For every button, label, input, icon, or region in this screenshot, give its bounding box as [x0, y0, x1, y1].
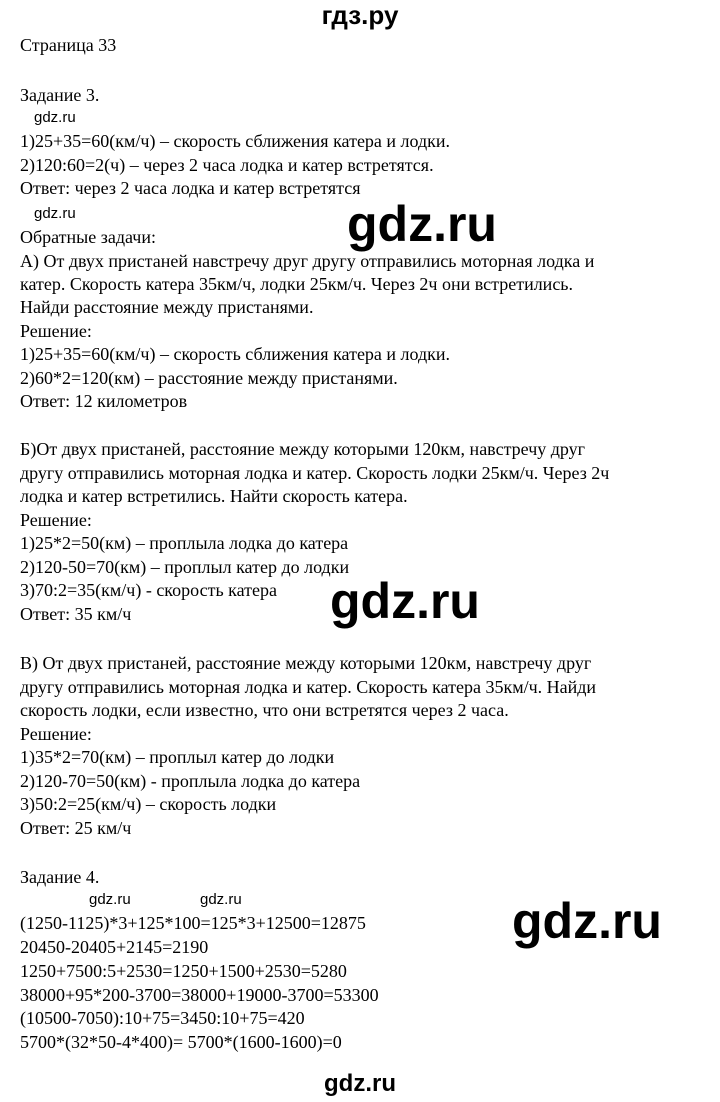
problem-a-line: катер. Скорость катера 35км/ч, лодки 25км/ч. Через 2ч они встретились.: [20, 274, 574, 294]
problem-c-line: другу отправились моторная лодка и катер. Скорость катера 35км/ч. Найди: [20, 677, 597, 697]
problem-a-line: 2)60*2=120(км) – расстояние между пристанями.: [20, 368, 398, 388]
task4-line: (10500-7050):10+75=3450:10+75=420: [20, 1008, 305, 1028]
task3-heading: Задание 3.: [20, 85, 100, 105]
task4-line: (1250-1125)*3+125*100=125*3+12500=12875: [20, 913, 366, 933]
task4-line: 1250+7500:5+2530=1250+1500+2530=5280: [20, 961, 347, 981]
watermark-small: gdz.ru: [34, 205, 76, 222]
watermark-small: gdz.ru: [34, 109, 76, 126]
problem-b-line: 1)25*2=50(км) – проплыла лодка до катера: [20, 533, 349, 553]
task3-line: 2)120:60=2(ч) – через 2 часа лодка и катер встретятся.: [20, 155, 434, 175]
task4-line: 5700*(32*50-4*400)= 5700*(1600-1600)=0: [20, 1032, 342, 1052]
problem-c-line: В) От двух пристаней, расстояние между которыми 120км, навстречу друг: [20, 653, 592, 673]
problem-a-line: 1)25+35=60(км/ч) – скорость сближения катера и лодки.: [20, 344, 451, 364]
task4-line: 38000+95*200-3700=38000+19000-3700=53300: [20, 985, 379, 1005]
problem-c-line: 2)120-70=50(км) - проплыла лодка до катера: [20, 771, 361, 791]
problem-b-line: 3)70:2=35(км/ч) - скорость катера: [20, 580, 277, 600]
watermark-small: gdz.ru: [89, 891, 131, 908]
problem-a-line: Найди расстояние между пристанями.: [20, 297, 314, 317]
problem-a-solution-label: Решение:: [20, 321, 92, 341]
problem-a-line: А) От двух пристаней навстречу друг другу отправились моторная лодка и: [20, 251, 595, 271]
watermark-big: gdz.ru: [347, 196, 497, 252]
task4-line: 20450-20405+2145=2190: [20, 937, 209, 957]
site-title: гдз.ру: [321, 0, 399, 30]
inverse-heading: Обратные задачи:: [20, 227, 156, 247]
watermark-big: gdz.ru: [512, 893, 662, 949]
problem-b-line: Б)От двух пристаней, расстояние между которыми 120км, навстречу друг: [20, 439, 586, 459]
page-label: Страница 33: [20, 35, 117, 55]
task3-line: 1)25+35=60(км/ч) – скорость сближения катера и лодки.: [20, 131, 451, 151]
problem-b-line: другу отправились моторная лодка и катер. Скорость лодки 25км/ч. Через 2ч: [20, 463, 610, 483]
watermark-small: gdz.ru: [200, 891, 242, 908]
problem-b-line: лодка и катер встретились. Найти скорость катера.: [20, 486, 408, 506]
problem-a-answer: Ответ: 12 километров: [20, 391, 188, 411]
problem-c-line: 3)50:2=25(км/ч) – скорость лодки: [20, 794, 277, 814]
task4-heading: Задание 4.: [20, 867, 100, 887]
footer-watermark: gdz.ru: [324, 1070, 396, 1097]
problem-b-answer: Ответ: 35 км/ч: [20, 604, 132, 624]
watermark-big: gdz.ru: [330, 573, 480, 629]
problem-c-line: 1)35*2=70(км) – проплыл катер до лодки: [20, 747, 335, 767]
problem-b-solution-label: Решение:: [20, 510, 92, 530]
problem-c-answer: Ответ: 25 км/ч: [20, 818, 132, 838]
task3-answer: Ответ: через 2 часа лодка и катер встретятся: [20, 178, 361, 198]
problem-c-solution-label: Решение:: [20, 724, 92, 744]
problem-c-line: скорость лодки, если известно, что они встретятся через 2 часа.: [20, 700, 509, 720]
problem-b-line: 2)120-50=70(км) – проплыл катер до лодки: [20, 557, 350, 577]
